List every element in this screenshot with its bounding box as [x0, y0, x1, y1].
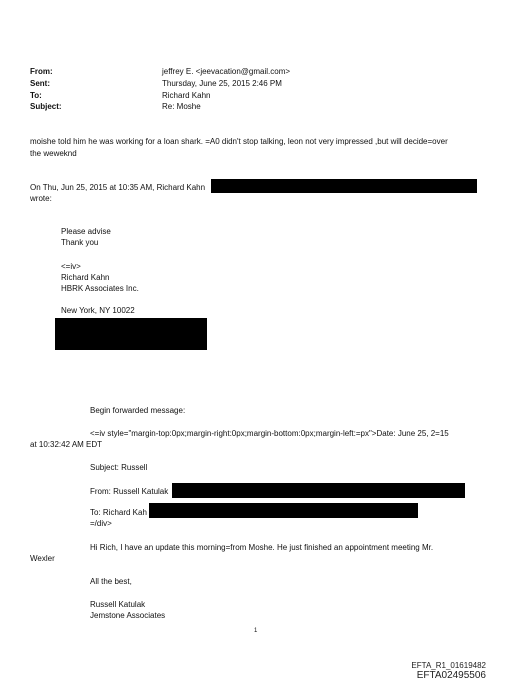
- hi-rich-line2: Wexler: [30, 554, 55, 563]
- div-style-line1: <=iv style="margin-top:0px;margin-right:0px;margin-bottom:0px;margin-left:=px">Date: June 25, 2=15: [90, 429, 449, 438]
- sent-label: Sent:: [30, 79, 50, 88]
- footer-id-1: EFTA_R1_01619482: [411, 661, 486, 670]
- all-the-best: All the best,: [90, 577, 132, 586]
- div-tag: <=iv>: [61, 262, 81, 271]
- body-para1-line2: the weweknd: [30, 149, 77, 158]
- subject-label: Subject:: [30, 102, 62, 111]
- div-close: =/div>: [90, 519, 112, 528]
- fwd-from: From: Russell Katulak: [90, 487, 169, 496]
- thank-you: Thank you: [61, 238, 99, 247]
- redaction-block: [55, 318, 207, 350]
- begin-forwarded: Begin forwarded message:: [90, 406, 186, 415]
- sent-value: Thursday, June 25, 2015 2:46 PM: [162, 79, 282, 88]
- quote-line1: On Thu, Jun 25, 2015 at 10:35 AM, Richard Kahn: [30, 183, 206, 192]
- fwd-to: To: Richard Kah: [90, 508, 147, 517]
- to-label: To:: [30, 91, 42, 100]
- signature-city: New York, NY 10022: [61, 306, 135, 315]
- redaction-bar: [172, 483, 465, 498]
- signature2-company: Jemstone Associates: [90, 611, 166, 620]
- div-style-line2: at 10:32:42 AM EDT: [30, 440, 103, 449]
- from-value: jeffrey E. <jeevacation@gmail.com>: [162, 67, 291, 76]
- from-label: From:: [30, 67, 53, 76]
- signature-name: Richard Kahn: [61, 273, 110, 282]
- signature-company: HBRK Associates Inc.: [61, 284, 139, 293]
- redaction-bar: [149, 503, 418, 518]
- hi-rich-line1: Hi Rich, I have an update this morning=from Moshe. He just finished an appointment meeting Mr.: [90, 543, 434, 552]
- redaction-bar: [211, 179, 477, 193]
- please-advise: Please advise: [61, 227, 111, 236]
- to-value: Richard Kahn: [162, 91, 211, 100]
- signature2-name: Russell Katulak: [90, 600, 146, 609]
- body-para1-line1: moishe told him he was working for a loan shark. =A0 didn't stop talking, leon not very impressed ,but will decide=over: [30, 137, 448, 146]
- page-number: 1: [254, 628, 258, 634]
- quote-line2: wrote:: [30, 194, 52, 203]
- fwd-subject: Subject: Russell: [90, 463, 148, 472]
- footer-id-2: EFTA02495506: [416, 670, 486, 681]
- subject-value: Re: Moshe: [162, 102, 201, 111]
